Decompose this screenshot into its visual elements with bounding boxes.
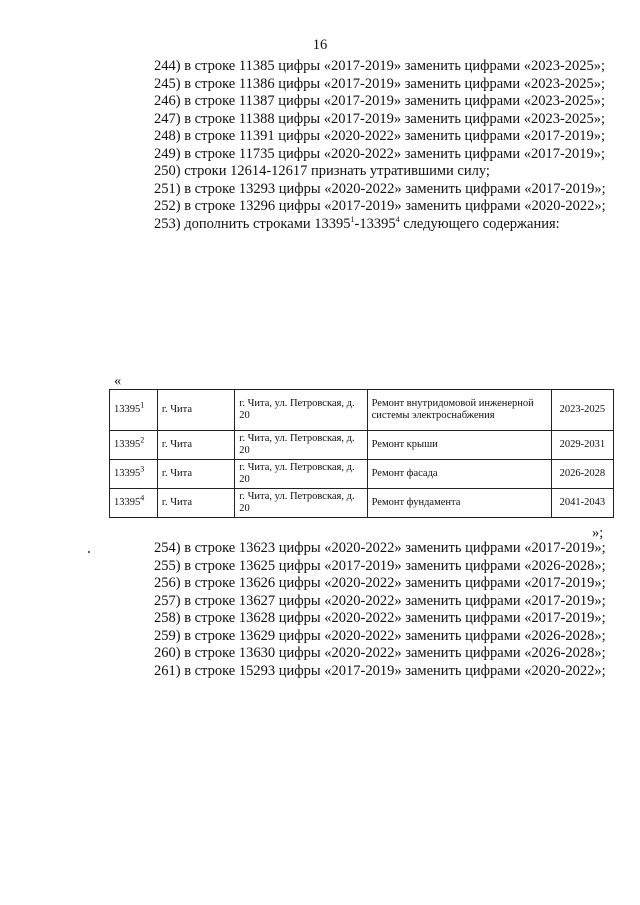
table-row <box>110 489 614 518</box>
close-quote: »; <box>592 525 604 541</box>
item-253-prefix: 253) дополнить строками 13395 <box>154 215 351 232</box>
amendment-item: 249) в строке 11735 цифры «2020-2022» заменить цифрами «2017-2019»; <box>154 145 606 162</box>
years-cell: 2029-2031 <box>551 431 613 460</box>
city-cell: г. Чита <box>157 460 234 489</box>
city-cell: г. Чита <box>157 390 234 431</box>
row-number-cell <box>110 390 158 431</box>
row-number-cell <box>110 460 158 489</box>
years-cell: 2023-2025 <box>551 390 613 431</box>
row-number: 13395 <box>114 468 141 479</box>
amendments-block-a <box>112 58 612 233</box>
item-253-suffix: следующего содержания: <box>399 215 560 232</box>
work-type-cell: Ремонт фасада <box>367 460 551 489</box>
address-cell: г. Чита, ул. Петровская, д. 20 <box>235 390 367 431</box>
years-cell: 2041-2043 <box>551 489 613 518</box>
table-row <box>110 431 614 460</box>
years-cell: 2026-2028 <box>551 460 613 489</box>
open-quote: « <box>114 373 122 389</box>
amendment-item: 256) в строке 13626 цифры «2020-2022» заменить цифрами «2017-2019»; <box>154 575 606 591</box>
row-number-superscript: 4 <box>140 493 145 503</box>
work-type-cell: Ремонт внутридомовой инженерной системы электроснабжения <box>367 390 551 431</box>
address-cell: г. Чита, ул. Петровская, д. 20 <box>235 431 367 460</box>
table-row <box>110 390 614 431</box>
address-cell: г. Чита, ул. Петровская, д. 20 <box>235 489 367 518</box>
amendment-item: 254) в строке 13623 цифры «2020-2022» заменить цифрами «2017-2019»; <box>154 540 606 556</box>
amendment-item: 251) в строке 13293 цифры «2020-2022» заменить цифрами «2017-2019»; <box>154 180 606 197</box>
item-253-middle: -13395 <box>354 215 396 232</box>
row-number: 13395 <box>114 497 141 508</box>
item-253-sup2: 4 <box>395 214 400 224</box>
margin-dot <box>88 551 90 553</box>
amendment-item: 259) в строке 13629 цифры «2020-2022» заменить цифрами «2026-2028»; <box>154 627 606 644</box>
amendment-item: 260) в строке 13630 цифры «2020-2022» заменить цифрами «2026-2028»; <box>154 645 606 661</box>
address-cell: г. Чита, ул. Петровская, д. 20 <box>235 460 367 489</box>
amendment-item: 245) в строке 11386 цифры «2017-2019» заменить цифрами «2023-2025»; <box>154 75 606 92</box>
amendment-item: 247) в строке 11388 цифры «2017-2019» заменить цифрами «2023-2025»; <box>154 110 606 127</box>
amendment-item: 258) в строке 13628 цифры «2020-2022» заменить цифрами «2017-2019»; <box>154 610 606 626</box>
city-cell: г. Чита <box>157 431 234 460</box>
row-number-superscript: 3 <box>140 464 145 474</box>
row-number-cell <box>110 431 158 460</box>
row-number-cell <box>110 489 158 518</box>
amendment-item: 261) в строке 15293 цифры «2017-2019» заменить цифрами «2020-2022»; <box>154 662 606 679</box>
amendments-block-b <box>112 540 612 680</box>
amendment-item: 250) строки 12614-12617 признать утратившими силу; <box>154 163 490 179</box>
work-type-cell: Ремонт фундамента <box>367 489 551 518</box>
amendment-item: 248) в строке 11391 цифры «2020-2022» заменить цифрами «2017-2019»; <box>154 128 606 144</box>
amendment-item: 255) в строке 13625 цифры «2017-2019» заменить цифрами «2026-2028»; <box>154 557 606 574</box>
work-type-cell: Ремонт крыши <box>367 431 551 460</box>
row-number-superscript: 2 <box>140 435 145 445</box>
city-cell: г. Чита <box>157 489 234 518</box>
amendment-item: 252) в строке 13296 цифры «2017-2019» заменить цифрами «2020-2022»; <box>154 198 606 214</box>
amendment-item: 244) в строке 11385 цифры «2017-2019» заменить цифрами «2023-2025»; <box>154 58 606 74</box>
amendment-item: 246) в строке 11387 цифры «2017-2019» заменить цифрами «2023-2025»; <box>154 93 606 109</box>
amendment-item: 257) в строке 13627 цифры «2020-2022» заменить цифрами «2017-2019»; <box>154 592 606 609</box>
table-row <box>110 460 614 489</box>
row-number-superscript: 1 <box>140 400 145 410</box>
page-number: 16 <box>312 37 328 53</box>
item-253-sup1: 1 <box>350 214 355 224</box>
row-number: 13395 <box>114 439 141 450</box>
amendment-item-253 <box>112 216 612 234</box>
row-number: 13395 <box>114 404 141 415</box>
inserted-rows-table <box>109 389 614 518</box>
